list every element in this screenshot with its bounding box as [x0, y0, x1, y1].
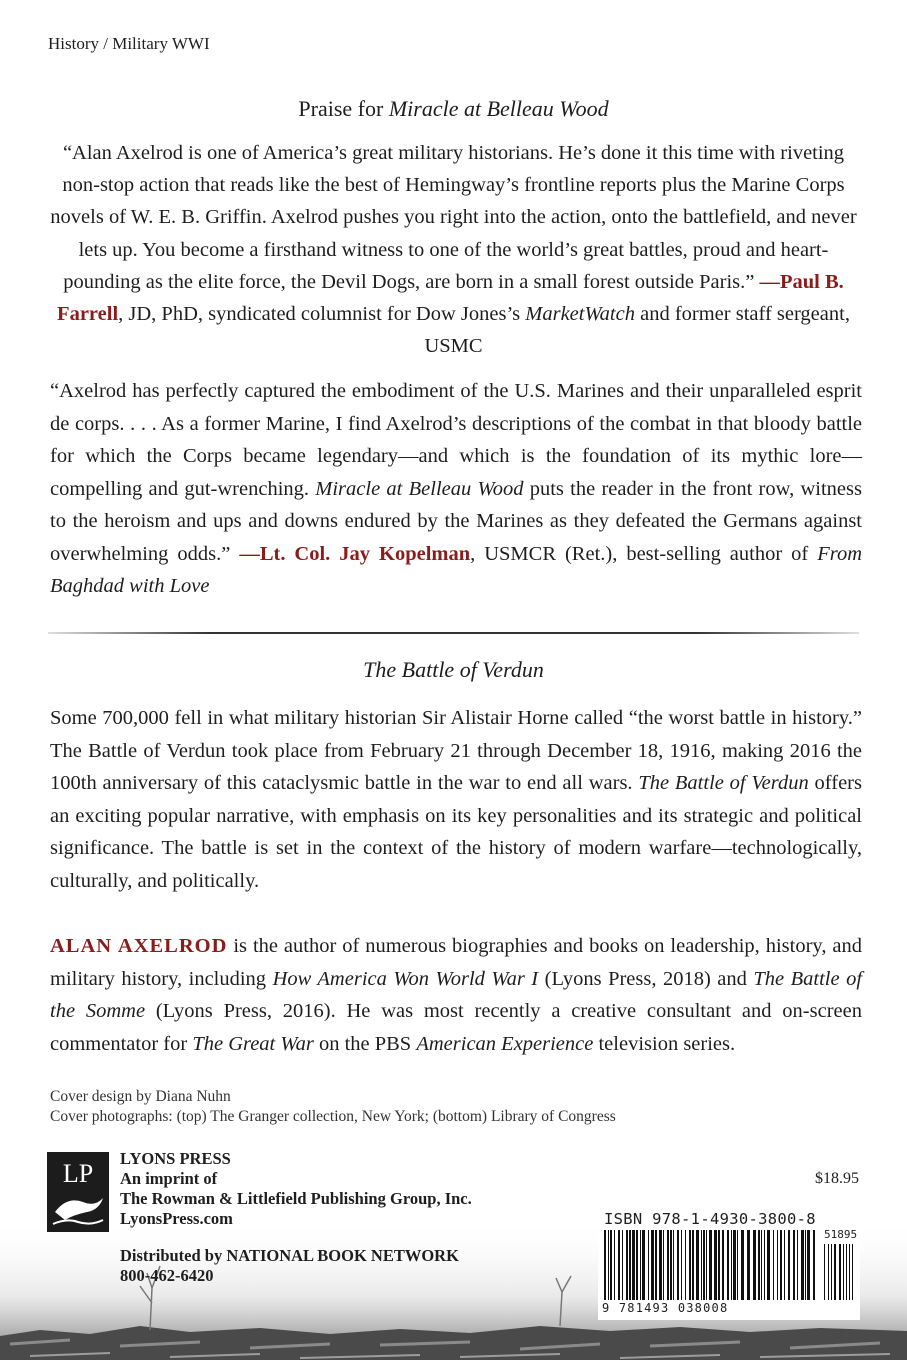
quote-1-credentials-end: and former staff sergeant, USMC: [424, 303, 850, 358]
barcode-bar: [807, 1230, 810, 1300]
barcode-addon-bar: [834, 1244, 836, 1300]
barcode-bar: [741, 1230, 744, 1300]
category-label: History / Military WWI: [48, 34, 210, 53]
barcode-bar: [614, 1230, 615, 1300]
barcode-bar: [663, 1230, 664, 1300]
publisher-website[interactable]: LyonsPress.com: [120, 1209, 233, 1228]
quote-1-credentials: , JD, PhD, syndicated columnist for Dow Jones’s: [118, 303, 526, 326]
barcode-bar: [626, 1230, 628, 1300]
book-description: [50, 702, 862, 897]
barcode-bar: [737, 1230, 738, 1300]
barcode-bar: [758, 1230, 760, 1300]
barcode-bar: [655, 1230, 657, 1300]
praise-heading-title: Miracle at Belleau Wood: [388, 96, 609, 121]
description-text-end: offers an exciting popular narrative, with emphasis on its key personalities and its strategic and political significance. The battle is set in the context of the history of modern warfare—technologically, culturally, and politically.: [50, 772, 862, 892]
quote-2-text-end: puts the reader in the front row, witness to the heroism and ups and downs endured by the Marines as they defeated the Germans against overwhelming odds.”: [50, 477, 862, 565]
quote-2-text-italic: Miracle at Belleau Wood: [315, 477, 524, 500]
barcode-addon-bar: [852, 1244, 853, 1300]
barcode-bar: [777, 1230, 778, 1300]
description-italic-title: The Battle of Verdun: [638, 772, 809, 794]
barcode-bar: [642, 1230, 645, 1300]
barcode-bar: [722, 1230, 724, 1300]
barcode-addon-bar: [846, 1244, 847, 1300]
barcode-bar: [667, 1230, 669, 1300]
distributor-phone: 800-462-6420: [120, 1266, 214, 1285]
barcode-bar: [767, 1230, 770, 1300]
barcode-bar: [703, 1230, 705, 1300]
barcode-addon-bar: [843, 1244, 844, 1300]
barcode: [600, 1230, 858, 1302]
barcode-bar: [753, 1230, 756, 1300]
author-name: ALAN AXELROD: [50, 935, 228, 957]
distributor-name: Distributed by NATIONAL BOOK NETWORK: [120, 1246, 459, 1265]
barcode-bar: [608, 1230, 609, 1300]
praise-quote-1: [50, 137, 857, 362]
barcode-bar: [692, 1230, 694, 1300]
barcode-bar: [677, 1230, 679, 1300]
barcode-bar: [610, 1230, 612, 1300]
barcode-bar: [773, 1230, 774, 1300]
barcode-bar: [706, 1230, 707, 1300]
barcode-bar: [709, 1230, 712, 1300]
lyons-press-logo: [47, 1152, 109, 1232]
barcode-bar: [629, 1230, 631, 1300]
cover-credits: [50, 1087, 616, 1127]
barcode-bar: [727, 1230, 729, 1300]
quote-2-attribution: —Lt. Col. Jay Kopelman: [239, 542, 471, 565]
barcode-bar: [780, 1230, 782, 1300]
bio-text-d: on the PBS: [313, 1032, 417, 1055]
cover-photo-credit: Cover photographs: (top) The Granger collection, New York; (bottom) Library of Congress: [50, 1108, 616, 1125]
barcode-bar: [731, 1230, 732, 1300]
barcode-bar: [793, 1230, 795, 1300]
description-text: Some 700,000 fell in what military historian Sir Alistair Horne called “the worst battle in history.” The Battle of Verdun took place from February 21 through December 18, 1916, making 2016 the 100th anniversary of this cataclysmic battle in the war to end all wars.: [50, 707, 862, 794]
publisher-group: The Rowman & Littlefield Publishing Group, Inc.: [120, 1189, 472, 1208]
barcode-bar: [622, 1230, 623, 1300]
barcode-bar: [604, 1230, 606, 1300]
barcode-addon-bar: [824, 1244, 825, 1300]
barcode-bar: [788, 1230, 790, 1300]
barcode-bar: [696, 1230, 699, 1300]
barcode-bar: [685, 1230, 686, 1300]
bio-text-e: television series.: [593, 1032, 736, 1055]
barcode-price-code: 51895: [824, 1228, 858, 1241]
quote-2-credentials-italic: From Baghdad with Love: [50, 542, 862, 597]
quote-1-credentials-italic: MarketWatch: [525, 303, 635, 326]
barcode-bar: [651, 1230, 654, 1300]
barcode-bar: [761, 1230, 762, 1300]
publisher-info: [120, 1149, 472, 1229]
cover-design-credit: Cover design by Diana Nuhn: [50, 1088, 231, 1105]
praise-heading-prefix: Praise for: [298, 96, 389, 121]
barcode-bar: [670, 1230, 672, 1300]
barcode-digits: 9 781493 038008: [602, 1301, 729, 1315]
barcode-bar: [733, 1230, 736, 1300]
section-divider: [48, 632, 859, 634]
bio-title-1: How America Won World War I: [272, 967, 539, 990]
barcode-addon-bar: [849, 1244, 850, 1300]
publisher-imprint: An imprint of: [120, 1169, 218, 1188]
barcode-bar: [813, 1230, 815, 1300]
praise-heading: [0, 96, 907, 122]
barcode-bar: [747, 1230, 750, 1300]
barcode-bar: [659, 1230, 662, 1300]
barcode-bar: [764, 1230, 765, 1300]
bio-text-b: (Lyons Press, 2018) and: [538, 967, 754, 990]
quote-2-credentials: , USMCR (Ret.), best-selling author of: [470, 542, 818, 565]
price-label: $18.95: [815, 1170, 859, 1187]
barcode-bar: [784, 1230, 785, 1300]
barcode-bar: [636, 1230, 638, 1300]
barcode-bar: [801, 1230, 804, 1300]
bio-text-a: is the author of numerous biographies and books on leadership, history, and military history, including: [50, 935, 862, 990]
quote-1-attribution: —Paul B. Farrell: [57, 270, 844, 326]
book-title: The Battle of Verdun: [363, 657, 544, 682]
barcode-addon-bar: [839, 1244, 841, 1300]
barcode-bar: [681, 1230, 682, 1300]
bio-title-4: American Experience: [416, 1032, 594, 1055]
distributor-info: [120, 1246, 459, 1286]
barcode-bar: [673, 1230, 674, 1300]
barcode-bar: [701, 1230, 702, 1300]
quote-2-text: “Axelrod has perfectly captured the embodiment of the U.S. Marines and their unparalleled esprit de corps. . . . As a former Marine, I find Axelrod’s descriptions of the combat in that bloody battle for which the Corps became legendary—and which is the foundation of its mythic lore—compelling and gut-wrenching.: [50, 380, 862, 500]
barcode-addon-bar: [831, 1244, 832, 1300]
praise-quote-2: [50, 375, 862, 603]
barcode-bar: [797, 1230, 798, 1300]
barcode-addon-bar: [828, 1244, 829, 1300]
logo-letters: LP: [62, 1159, 94, 1188]
barcode-bar: [689, 1230, 691, 1300]
bio-text-c: (Lyons Press, 2016). He was most recently a creative consultant and on-screen commentator for: [50, 1000, 862, 1055]
author-bio: [50, 930, 862, 1060]
bio-title-3: The Great War: [192, 1032, 314, 1055]
bio-title-2: The Battle of the Somme: [50, 967, 863, 1022]
barcode-bar: [640, 1230, 641, 1300]
barcode-bar: [805, 1230, 806, 1300]
barcode-bar: [714, 1230, 717, 1300]
barcode-bar: [618, 1230, 620, 1300]
isbn-label: ISBN 978-1-4930-3800-8: [604, 1210, 816, 1228]
barcode-bar: [632, 1230, 635, 1300]
barcode-bar: [718, 1230, 720, 1300]
barcode-bar: [648, 1230, 649, 1300]
publisher-name: LYONS PRESS: [120, 1149, 231, 1168]
quote-1-text: “Alan Axelrod is one of America’s great military historians. He’s done it this time with riveting non-stop action that reads like the best of Hemingway’s frontline reports plus the Marine Corps novels of W. E. B. Griffin. Axelrod pushes you right into the action, onto the battlefield, and never lets up. You become a firsthand witness to one of the world’s great battles, proud and heart-pounding as the elite force, the Devil Dogs, are born in a small forest outside Paris.”: [50, 142, 857, 293]
